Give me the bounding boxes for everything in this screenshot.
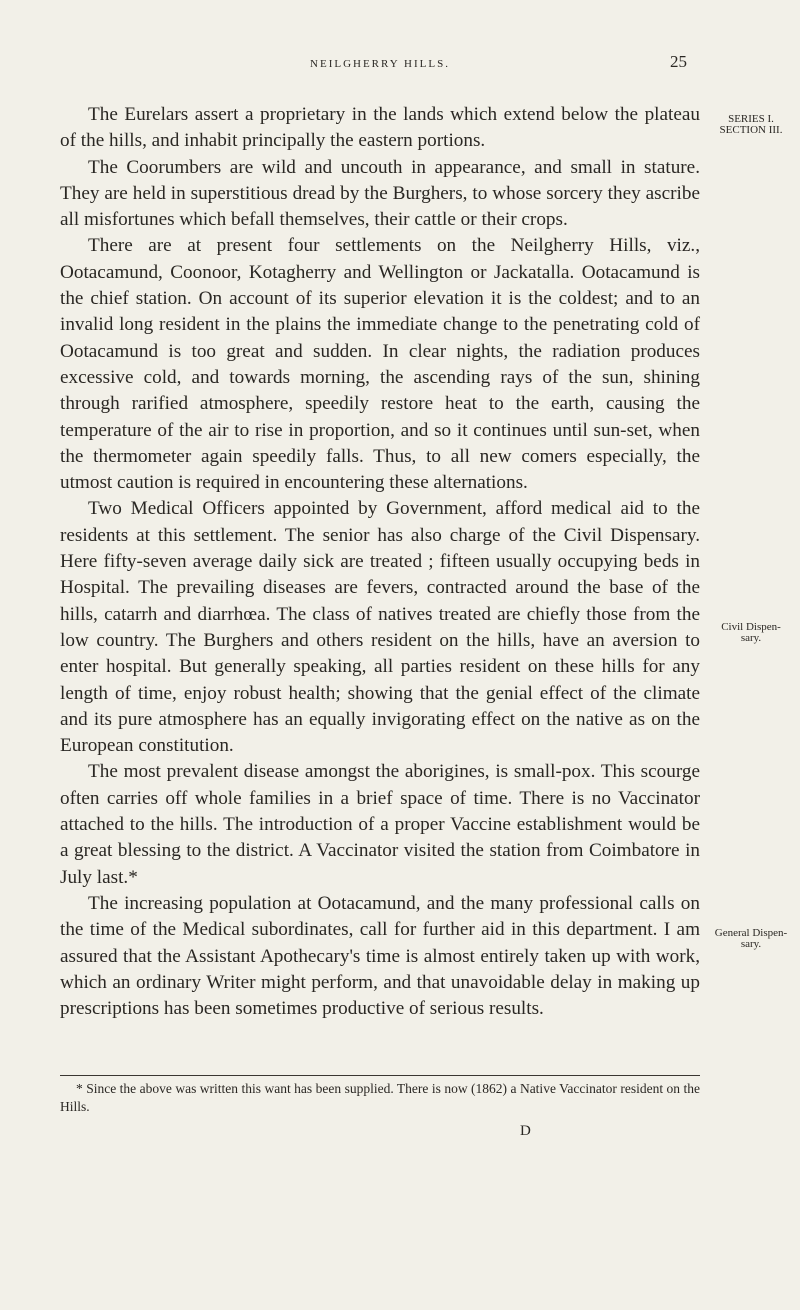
paragraph-small-pox: The most prevalent disease amongst the aborigines, is small-pox. This scourge often carries off whole families in a brief space of time. There is no Vaccinator attached to the hills. The introduction of a proper Vaccine establishment would be a great blessing to the district. A Vaccinator visited the station from Coimbatore in July last.* (60, 761, 700, 888)
margin-note-civil-dispensary-cont: sary. (740, 632, 762, 644)
paragraph-settlements: There are at present four settlements on the Neilgherry Hills, viz., Ootacamund, Coonoor, Kotagherry and Wellington or Jackatalla. Ootacamund is the chief station. On account of its superior elevation it is the coldest; and to an invalid long resident in the plains the immediate change to the penetrating cold of Ootacamund is too great and sudden. In clear nights, the radiation produces excessive cold, and towards morning, the ascending rays of the sun, shining through rarified atmosphere, speedily restore heat to the earth, causing the temperature of the air to rise in proportion, and so it continues until sun-set, when the thermometer again speedily falls. Thus, to all new comers especially, the utmost caution is required in encountering these alternations. (60, 235, 700, 494)
footnote-text: * Since the above was written this want has been supplied. There is now (1862) a Native Vaccinator resident on the Hills. (60, 1081, 700, 1114)
paragraph-coorumbers: The Coorumbers are wild and uncouth in appearance, and small in stature. They are held in superstitious dread by the Burghers, to whose sorcery they ascribe all misfortunes which befall themselves, their cattle or their crops. (60, 156, 700, 231)
footnote (60, 1080, 700, 1116)
margin-note-civil-dispensary: Civil Dispen- (721, 621, 781, 633)
margin-note-general-dispensary-cont: sary. (740, 938, 762, 950)
margin-note-series: SERIES I. (728, 113, 774, 125)
paragraph-eurelars: The Eurelars assert a proprietary in the lands which extend below the plateau of the hills, and inhabit principally the eastern portions. (60, 104, 700, 152)
paragraph-population: The increasing population at Ootacamund, and the many professional calls on the time of the Medical subordinates, call for further aid in this department. I am assured that the Assistant Apothecary's time is almost entirely taken up with work, which an ordinary Writer might perform, and that unavoidable delay in making up prescriptions has been sometimes productive of serious results. (60, 892, 700, 1020)
running-head: NEILGHERRY HILLS. (310, 58, 450, 70)
margin-note-section: SECTION III. (719, 124, 783, 136)
footnote-rule (60, 1075, 700, 1076)
margin-note-general-dispensary: General Dispen- (714, 927, 788, 939)
page-number: 25 (670, 52, 687, 71)
paragraph-medical-officers: Two Medical Officers appointed by Government, afford medical aid to the residents at this settlement. The senior has also charge of the Civil Dispensary. Here fifty-seven average daily sick are treated ; fifteen usually occupying beds in Hospital. The prevailing diseases are fevers, contracted around the base of the hills, catarrh and diarrhœa. The class of natives treated are chiefly those from the low country. The Burghers and others resident on the hills, have an aversion to enter hospital. But generally speaking, all parties resident on these hills for any length of time, enjoy robust health; showing that the genial effect of the climate and its pure atmosphere has an equally invigorating effect on the native as on the European constitution. (60, 498, 700, 757)
signature-mark: D (520, 1123, 531, 1139)
body-text (60, 102, 700, 1022)
